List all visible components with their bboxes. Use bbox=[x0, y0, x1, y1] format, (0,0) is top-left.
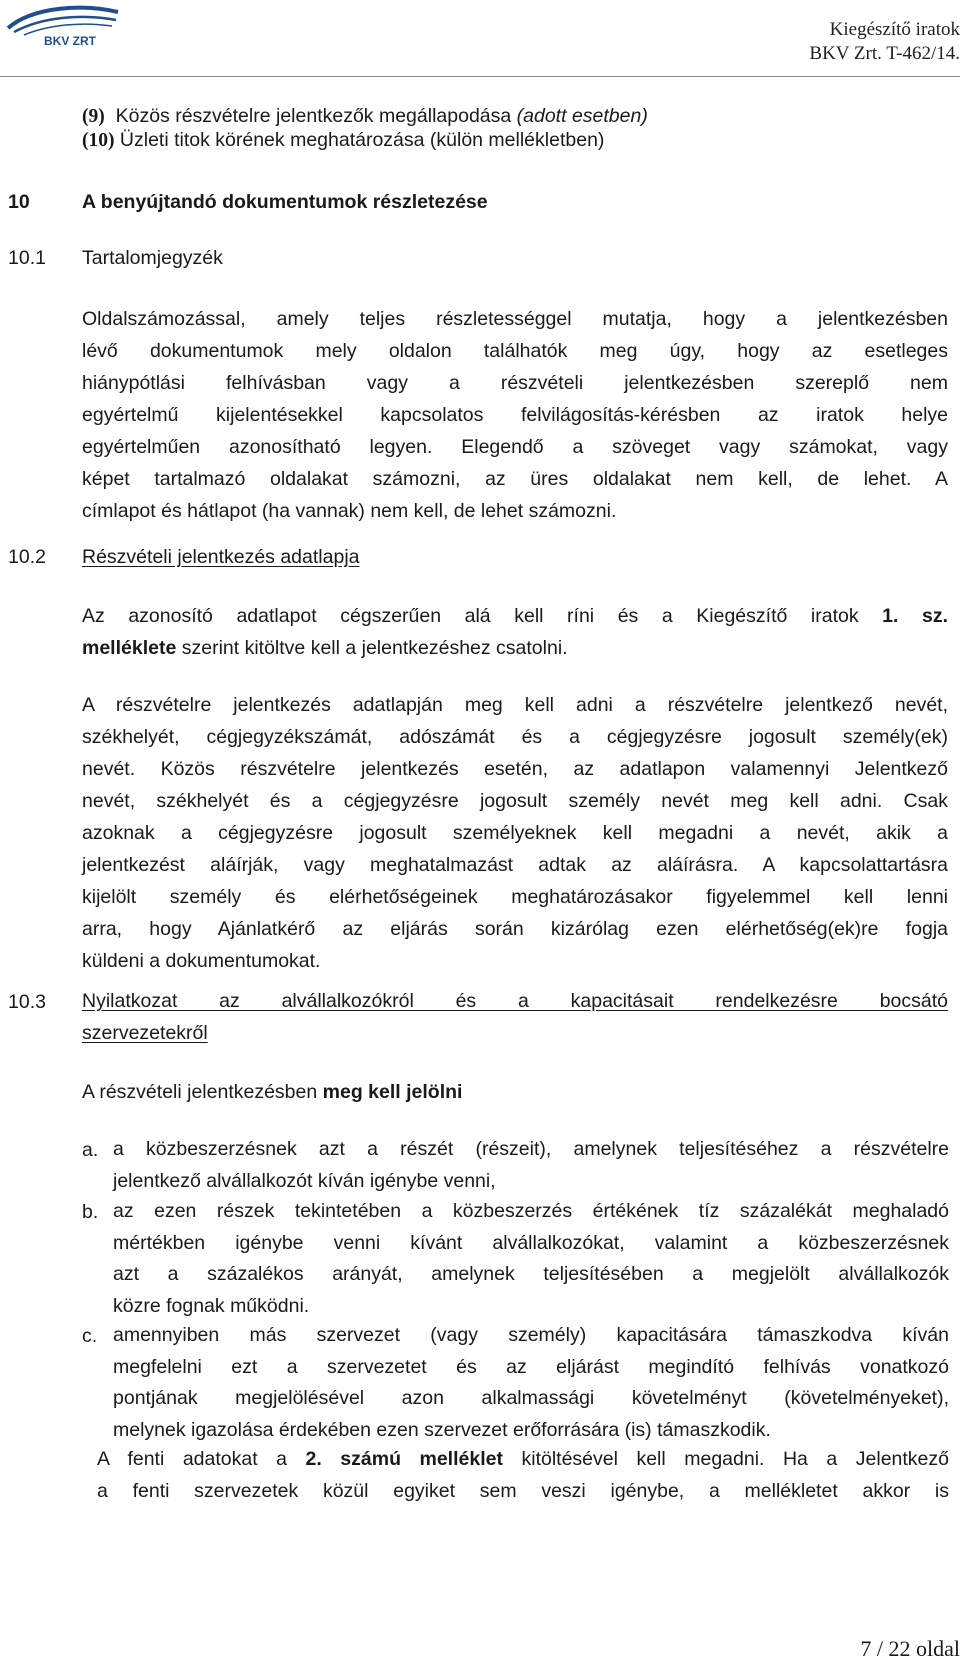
list-item-number: (10) bbox=[82, 130, 115, 151]
subsection-title: Tartalomjegyzék bbox=[82, 247, 223, 269]
datasheet-paragraph bbox=[82, 600, 948, 664]
list-marker: a. bbox=[82, 1139, 99, 1161]
text-line: képet tartalmazó oldalakat számozni, az üres oldalakat nem kell, de lehet. A bbox=[82, 468, 948, 490]
header-divider bbox=[0, 76, 960, 77]
list-item bbox=[82, 128, 604, 153]
page-header bbox=[0, 0, 960, 78]
text-line: hiánypótlási felhívásban vagy a részvételi jelentkezésben szereplő nem bbox=[82, 372, 948, 394]
doc-title: Kiegészítő iratok bbox=[829, 19, 960, 40]
list-item-number: (9) bbox=[82, 106, 105, 127]
page-number: 7 / 22 oldal bbox=[860, 1636, 960, 1661]
section-number: 10 bbox=[8, 191, 30, 213]
text-line: lévő dokumentumok mely oldalon találhatók meg úgy, hogy az esetleges bbox=[82, 340, 948, 362]
list-item: a közbeszerzésnek azt a részét (részeit), amelynek teljesítéséhez a részvételre jelentkező alvállalkozót kíván igénybe venni, bbox=[113, 1138, 949, 1192]
list-item bbox=[82, 104, 648, 129]
doc-ref: BKV Zrt. T-462/14. bbox=[809, 43, 960, 64]
logo-text: BKV ZRT bbox=[44, 34, 96, 48]
text-line: arra, hogy Ajánlatkérő az eljárás során kizárólag ezen elérhetőség(ek)re fogja bbox=[82, 918, 948, 940]
subsection-number: 10.3 bbox=[8, 991, 46, 1013]
text-line: székhelyét, cégjegyzékszámát, adószámát és a cégjegyzésre jogosult személy(ek) bbox=[82, 726, 948, 748]
toc-paragraph bbox=[82, 303, 948, 527]
list-marker: b. bbox=[82, 1201, 99, 1223]
list-item: amennyiben más szervezet (vagy személy) kapacitására támaszkodva kíván megfelelni ezt a szervezetet és az eljárást megindító felhívás vonatkozó pontjának megjelölésével azon alkalmassági követelményt (követelményeket), melynek igazolása érdekében ezen szervezet erőforrására (is) támaszkodik. bbox=[113, 1324, 949, 1441]
text-line: kijelölt személy és elérhetőségeinek meghatározásakor figyelemmel kell lenni bbox=[82, 886, 948, 908]
subsection-number: 10.2 bbox=[8, 546, 46, 568]
text-line: nevét, székhelyét és a cégjegyzésre jogosult személy nevét meg kell adni. Csak bbox=[82, 790, 948, 812]
section-title: A benyújtandó dokumentumok részletezése bbox=[82, 191, 488, 213]
text-line: nevét. Közös részvételre jelentkezés esetén, az adatlapon valamennyi Jelentkező bbox=[82, 758, 948, 780]
text-line: címlapot és hátlapot (ha vannak) nem kell, de lehet számozni. bbox=[82, 500, 617, 522]
text-line: Oldalszámozással, amely teljes részletességgel mutatja, hogy a jelentkezésben bbox=[82, 308, 948, 330]
text-line: küldeni a dokumentumokat. bbox=[82, 950, 321, 972]
list-item-text: Közös részvételre jelentkezők megállapodása bbox=[115, 105, 512, 127]
subsection-intro: A részvételi jelentkezésben meg kell jelölni bbox=[82, 1081, 463, 1103]
text-line: melléklete szerint kitöltve kell a jelentkezéshez csatolni. bbox=[82, 637, 568, 659]
closing-paragraph: A fenti adatokat a 2. számú melléklet kitöltésével kell megadni. Ha a Jelentkező a fenti szervezetek közül egyiket sem veszi igénybe, a mellékletet akkor is bbox=[97, 1448, 949, 1502]
subsection-number: 10.1 bbox=[8, 247, 46, 269]
subsection-title: Részvételi jelentkezés adatlapja bbox=[82, 546, 360, 568]
list-item-note: (adott esetben) bbox=[516, 105, 648, 127]
subsection-title: Nyilatkozat az alvállalkozókról és a kapacitásait rendelkezésre bocsátó szervezetekről bbox=[82, 990, 948, 1044]
bkv-logo bbox=[4, 2, 122, 48]
text-line: egyértelmű kijelentésekkel kapcsolatos felvilágosítás-kérésben az iratok helye bbox=[82, 404, 948, 426]
datasheet-details-paragraph bbox=[82, 689, 948, 977]
header-doc-info bbox=[809, 18, 960, 66]
text-line: azoknak a cégjegyzésre jogosult személyeknek kell megadni a nevét, akik a bbox=[82, 822, 948, 844]
list-marker: c. bbox=[82, 1325, 98, 1347]
text-line: egyértelműen azonosítható legyen. Elegendő a szöveget vagy számokat, vagy bbox=[82, 436, 948, 458]
list-item: az ezen részek tekintetében a közbeszerzés értékének tíz százalékát meghaladó mértékben igénybe venni kívánt alvállalkozókat, valamint a közbeszerzésnek azt a százalékos arányát, amelynek teljesítésében a megjelölt alvállalkozók közre fognak működni. bbox=[113, 1200, 949, 1317]
list-item-text: Üzleti titok körének meghatározása (külön mellékletben) bbox=[119, 129, 605, 151]
text-line: jelentkezést aláírják, vagy meghatalmazást adtak az aláírásra. A kapcsolattartásra bbox=[82, 854, 948, 876]
text-line: Az azonosító adatlapot cégszerűen alá kell ríni és a Kiegészítő iratok 1. sz. bbox=[82, 605, 948, 627]
text-line: A részvételre jelentkezés adatlapján meg kell adni a részvételre jelentkező nevét, bbox=[82, 694, 948, 716]
